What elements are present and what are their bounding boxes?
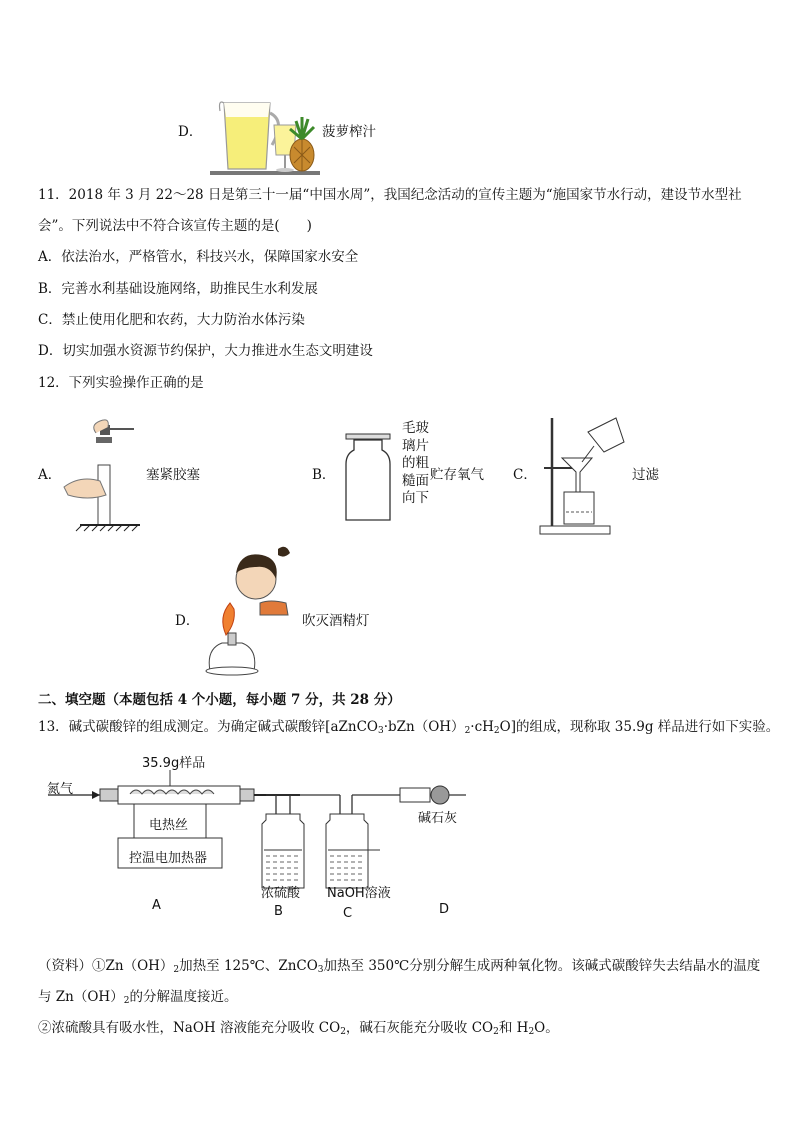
q13-info-line3: ②浓硫酸具有吸水性，NaOH 溶液能充分吸收 $CO_2$，碱石灰能充分吸收 $CO_2$和 $H_2O$。	[38, 1020, 559, 1037]
diagram-heater-wire-label: 电热丝	[149, 818, 189, 833]
section-heading: 二、填空题（本题包括 4 个小题，每小题 7 分，共 28 分）	[38, 692, 401, 708]
diagram-soda-lime-label: 碱石灰	[418, 811, 458, 826]
q12-option-a-letter: A．	[38, 467, 62, 483]
q12-option-b-letter: B．	[312, 467, 336, 483]
q11-option-d: D．切实加强水资源节约保护，大力推进水生态文明建设	[38, 343, 373, 359]
pineapple-juice-image	[210, 95, 320, 175]
diagram-label-b: B	[274, 904, 283, 919]
filtration-apparatus-image	[540, 412, 636, 538]
note-line: 的粗	[402, 455, 429, 471]
q12-option-b-label: 贮存氧气	[430, 467, 484, 483]
q12-option-b-note	[402, 420, 429, 508]
diagram-label-a: A	[152, 898, 161, 913]
option-d-label: 菠萝榨汁	[322, 124, 376, 140]
diagram-gas-label: 氮气	[47, 782, 74, 797]
diagram-sample-label: 35.9g样品	[142, 756, 206, 771]
test-tube-stopper-image	[60, 415, 150, 535]
alcohol-lamp-blowing-image	[200, 545, 300, 685]
q12-option-d-label: 吹灭酒精灯	[302, 613, 370, 629]
note-line: 糙面	[402, 472, 429, 489]
diagram-heater-label: 控温电加热器	[129, 851, 208, 866]
diagram-bottle-c-label: NaOH溶液	[327, 886, 391, 901]
q12-option-d-letter: D．	[175, 613, 200, 629]
apparatus-diagram	[40, 750, 480, 925]
q13-stem: 13．碱式碳酸锌的组成测定。为确定碱式碳酸锌$[aZnCO_3\cdot bZn(OH)_2\cdot cH_2O]$的组成，现称取 35.9g 样品进行如下实验。	[38, 719, 780, 736]
q11-stem-line1: 11．2018 年 3 月 22～28 日是第三十一届“中国水周”，我国纪念活动的宣传主题为“施国家节水行动，建设节水型社	[38, 187, 742, 203]
diagram-label-c: C	[343, 906, 353, 921]
diagram-label-d: D	[439, 902, 450, 917]
q12-option-a-label: 塞紧胶塞	[146, 467, 200, 483]
q11-option-a: A．依法治水，严格管水，科技兴水，保障国家水安全	[38, 249, 359, 265]
gas-bottle-image	[340, 430, 400, 525]
q12-option-c-label: 过滤	[632, 467, 659, 483]
q13-info-line2: 与 $Zn(OH)_2$的分解温度接近。	[38, 989, 238, 1006]
q12-option-c-letter: C．	[513, 467, 537, 483]
q11-option-b: B．完善水利基础设施网络，助推民生水利发展	[38, 281, 318, 297]
q12-stem: 12．下列实验操作正确的是	[38, 375, 204, 391]
q11-option-c: C．禁止使用化肥和农药，大力防治水体污染	[38, 312, 305, 328]
option-d-letter: D．	[178, 124, 203, 140]
diagram-bottle-b-label: 浓硫酸	[261, 886, 301, 901]
q13-info-line1: （资料）$①Zn(OH)_2$加热至 125℃、ZnCO$_3$加热至 350℃分别分解生成两种氧化物。该碱式碳酸锌失去结晶水的温度	[38, 958, 761, 975]
q11-stem-line2: 会”。下列说法中不符合该宣传主题的是( )	[38, 218, 312, 234]
note-line: 向下	[402, 490, 429, 506]
note-line: 璃片	[402, 437, 429, 454]
note-line: 毛玻	[402, 420, 429, 436]
